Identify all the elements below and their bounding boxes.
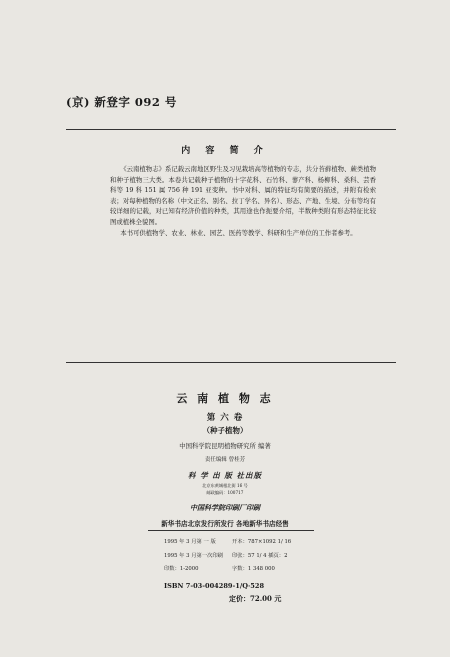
format-info: 开本：787×1092 1/ 16 [232, 539, 292, 545]
sheets-info: 印张：57 1/ 4 插页：2 [232, 553, 288, 559]
printing-info: 1995 年 3 月第一次印刷 [164, 553, 223, 559]
colophon-divider [148, 530, 314, 531]
summary-paragraph: 本书可供植物学、农业、林业、园艺、医药等教学、科研和生产单位的工作者参考。 [120, 228, 357, 237]
word-count-info: 字数：1 348 000 [232, 566, 275, 572]
top-divider [66, 129, 396, 130]
distributor: 新华书店北京发行所发行 各地新华书店经售 [161, 520, 289, 528]
book-author: 中国科学院昆明植物研究所 编著 [179, 442, 271, 450]
bottom-divider [66, 362, 396, 363]
print-run-info: 印数：1-2000 [164, 566, 199, 572]
book-title: 云 南 植 物 志 [176, 392, 274, 405]
book-editor: 责任编辑 曾桂芳 [204, 457, 246, 463]
summary-text [110, 164, 376, 238]
publisher-address: 北京东黄城根北街 16 号 [202, 483, 248, 488]
registration-number: (京) 新登字 092 号 [66, 95, 177, 109]
edition-info: 1995 年 3 月第 一 版 [164, 539, 216, 545]
book-volume: 第 六 卷 [206, 413, 244, 423]
publisher-postcode: 邮政编码：100717 [206, 490, 244, 495]
isbn: ISBN 7-03-004289-1/Q·528 [164, 582, 265, 590]
printer-name: 中国科学院印刷厂印刷 [190, 503, 260, 512]
summary-title: 内 容 简 介 [181, 146, 269, 156]
book-subtitle: （种子植物） [202, 426, 248, 435]
summary-paragraph: 《云南植物志》系记载云南地区野生及习见栽培高等植物的专志，共分苔藓植物、蕨类植物和种子植物三大类。本卷共记载种子植物的十字花科、石竹科、蓼产科、杨柳科、桑科、芸香科等 19 科 151 属 756 种 191 亚变种。书中对科、属的特征均有简要的描述，并附有检索表；对每种植物的名称（中文正名、别名、拉丁学名、异名）、形态、产地、生境、分布等均有较详细的记载，对已知有经济价值的种类，其用途也作扼要介绍，半数种类附有形态特征比较图或植株全貌图。 [110, 165, 376, 226]
publisher-name: 科 学 出 版 社出版 [188, 471, 262, 480]
price: 定价：72.00 元 [229, 594, 282, 603]
